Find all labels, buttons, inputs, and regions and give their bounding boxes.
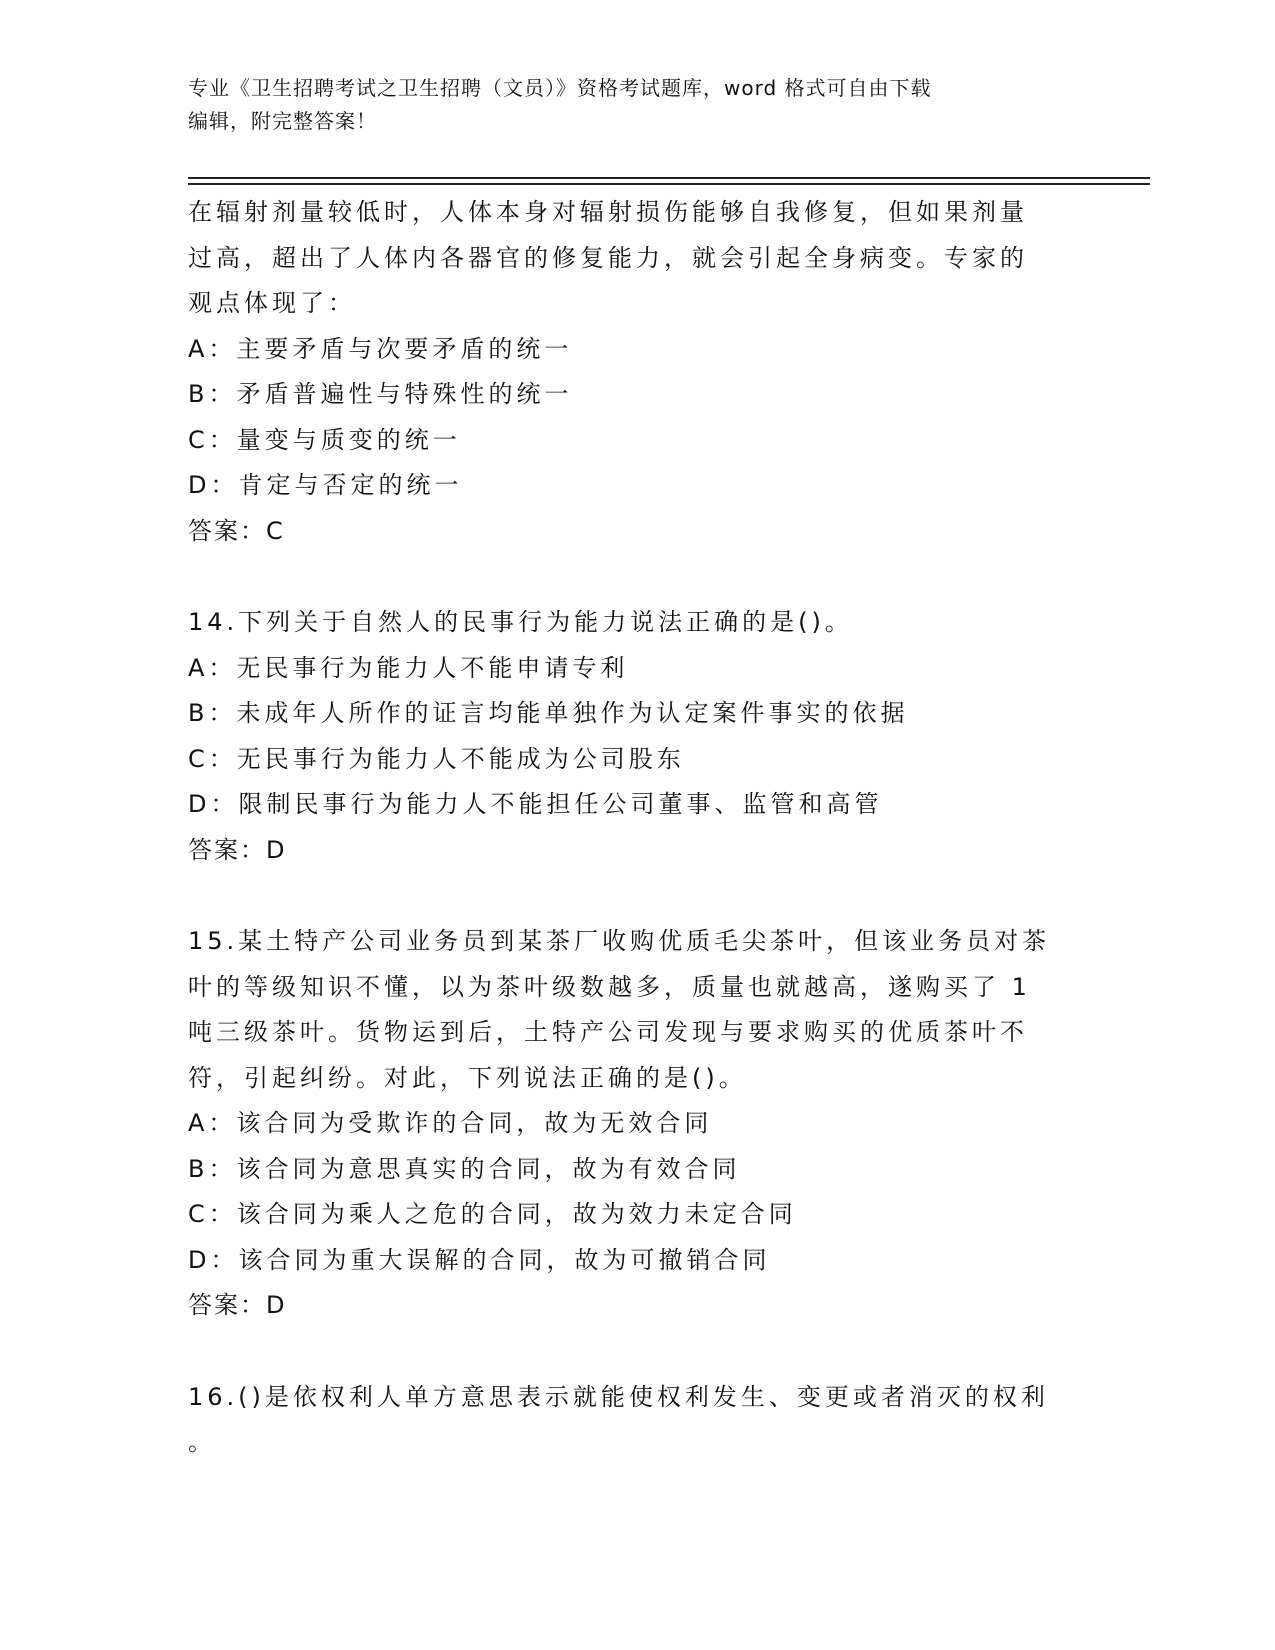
header-line: 专业《卫生招聘考试之卫生招聘（文员）》资格考试题库，word 格式可自由下载 bbox=[188, 76, 932, 100]
option-d: D：肯定与否定的统一 bbox=[188, 471, 463, 499]
option-c: C：量变与质变的统一 bbox=[188, 425, 461, 454]
question-stem-line: 观点体现了： bbox=[188, 289, 356, 317]
question-stem-line: 符，引起纠纷。对此，下列说法正确的是()。 bbox=[188, 1063, 747, 1092]
header-divider bbox=[188, 183, 1150, 185]
question-stem-line: 15.某土特产公司业务员到某茶厂收购优质毛尖茶叶，但该业务员对茶 bbox=[188, 927, 1051, 955]
question-stem-line: 。 bbox=[188, 1428, 216, 1456]
option-b: B：未成年人所作的证言均能单独作为认定案件事实的依据 bbox=[188, 699, 909, 727]
question-stem-line: 14.下列关于自然人的民事行为能力说法正确的是()。 bbox=[188, 608, 853, 636]
spacer bbox=[188, 554, 1088, 600]
spacer bbox=[188, 1329, 1088, 1375]
option-d: D：该合同为重大误解的合同，故为可撤销合同 bbox=[188, 1245, 771, 1274]
question-15 bbox=[188, 919, 1088, 1329]
option-a: A：无民事行为能力人不能申请专利 bbox=[188, 653, 629, 682]
question-stem-line: 过高，超出了人体内各器官的修复能力，就会引起全身病变。专家的 bbox=[188, 243, 1028, 272]
header-line: 编辑，附完整答案！ bbox=[188, 109, 377, 133]
option-b: B：矛盾普遍性与特殊性的统一 bbox=[188, 380, 573, 408]
document-header bbox=[188, 72, 1078, 138]
question-stem-line: 叶的等级知识不懂，以为茶叶级数越多，质量也就越高，遂购买了 1 bbox=[188, 972, 1031, 1001]
question-14 bbox=[188, 600, 1088, 873]
option-d: D：限制民事行为能力人不能担任公司董事、监管和高管 bbox=[188, 790, 883, 818]
question-13 bbox=[188, 190, 1088, 554]
option-a: A：主要矛盾与次要矛盾的统一 bbox=[188, 334, 573, 363]
question-list bbox=[188, 190, 1088, 1466]
answer-line: 答案：C bbox=[188, 516, 285, 545]
header-divider bbox=[188, 177, 1150, 179]
answer-line: 答案：D bbox=[188, 1291, 287, 1319]
option-b: B：该合同为意思真实的合同，故为有效合同 bbox=[188, 1154, 741, 1183]
question-16 bbox=[188, 1375, 1088, 1466]
question-stem-line: 吨三级茶叶。货物运到后，土特产公司发现与要求购买的优质茶叶不 bbox=[188, 1018, 1028, 1046]
option-a: A：该合同为受欺诈的合同，故为无效合同 bbox=[188, 1109, 713, 1137]
question-stem-line: 在辐射剂量较低时，人体本身对辐射损伤能够自我修复，但如果剂量 bbox=[188, 198, 1028, 226]
option-c: C：该合同为乘人之危的合同，故为效力未定合同 bbox=[188, 1200, 797, 1228]
spacer bbox=[188, 873, 1088, 919]
option-c: C：无民事行为能力人不能成为公司股东 bbox=[188, 744, 685, 773]
answer-line: 答案：D bbox=[188, 835, 287, 864]
question-stem-line: 16.()是依权利人单方意思表示就能使权利发生、变更或者消灭的权利 bbox=[188, 1382, 1049, 1411]
